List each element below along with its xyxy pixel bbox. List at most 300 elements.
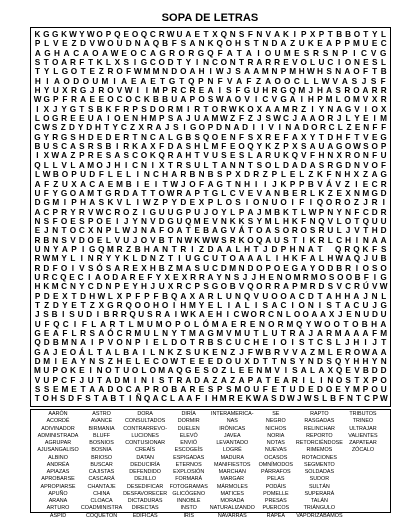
grid-letter[interactable]: T	[34, 394, 40, 404]
grid-letter[interactable]: R	[176, 160, 183, 170]
grid-letter[interactable]: L	[141, 366, 147, 376]
grid-letter[interactable]: I	[71, 263, 75, 273]
grid-letter[interactable]: C	[78, 226, 85, 236]
grid-letter[interactable]: E	[105, 216, 112, 226]
grid-letter[interactable]: Z	[230, 114, 236, 124]
grid-letter[interactable]: D	[68, 123, 75, 133]
grid-letter[interactable]: F	[380, 76, 386, 86]
grid-letter[interactable]: A	[326, 39, 333, 49]
grid-letter[interactable]: L	[71, 329, 77, 338]
grid-letter[interactable]: I	[96, 310, 100, 320]
grid-letter[interactable]: X	[380, 104, 387, 114]
grid-letter[interactable]: T	[265, 375, 271, 385]
grid-letter[interactable]: O	[333, 319, 340, 329]
grid-letter[interactable]: L	[169, 394, 175, 404]
grid-letter[interactable]: T	[104, 123, 110, 133]
grid-letter[interactable]: M	[318, 347, 325, 357]
grid-letter[interactable]: A	[80, 179, 87, 189]
grid-letter[interactable]: F	[44, 319, 50, 329]
grid-letter[interactable]: U	[80, 170, 87, 180]
grid-letter[interactable]: I	[302, 375, 305, 385]
grid-letter[interactable]: W	[273, 114, 281, 124]
grid-letter[interactable]: R	[158, 30, 165, 39]
grid-letter[interactable]: D	[167, 58, 174, 68]
grid-letter[interactable]: K	[105, 104, 112, 114]
grid-letter[interactable]: I	[63, 198, 67, 208]
grid-letter[interactable]: W	[42, 254, 51, 264]
grid-letter[interactable]: S	[96, 142, 103, 152]
grid-letter[interactable]: O	[344, 58, 352, 68]
grid-letter[interactable]: W	[180, 310, 189, 320]
grid-letter[interactable]: U	[34, 244, 41, 254]
grid-letter[interactable]: E	[79, 114, 85, 124]
grid-letter[interactable]: O	[250, 310, 257, 320]
grid-letter[interactable]: V	[226, 329, 232, 338]
grid-letter[interactable]: Z	[346, 123, 352, 133]
grid-letter[interactable]: Q	[362, 216, 369, 226]
grid-letter[interactable]: M	[51, 254, 59, 264]
grid-letter[interactable]: L	[322, 394, 328, 404]
grid-letter[interactable]: U	[380, 310, 387, 320]
grid-letter[interactable]: C	[353, 300, 360, 310]
grid-letter[interactable]: E	[71, 385, 77, 395]
grid-letter[interactable]: S	[233, 272, 240, 282]
grid-letter[interactable]: L	[107, 291, 113, 301]
grid-letter[interactable]: L	[313, 76, 319, 86]
grid-letter[interactable]: U	[77, 310, 84, 320]
grid-letter[interactable]: R	[309, 282, 316, 292]
grid-letter[interactable]: U	[34, 319, 41, 329]
grid-letter[interactable]: X	[244, 357, 250, 367]
grid-letter[interactable]: B	[34, 142, 41, 152]
grid-letter[interactable]: I	[136, 86, 139, 96]
grid-letter[interactable]: V	[370, 48, 377, 58]
grid-letter[interactable]: I	[196, 58, 199, 68]
grid-letter[interactable]: V	[150, 235, 156, 245]
grid-letter[interactable]: E	[123, 114, 129, 124]
grid-letter[interactable]: G	[380, 132, 387, 142]
grid-letter[interactable]: Q	[53, 319, 60, 329]
grid-letter[interactable]: R	[198, 272, 205, 282]
grid-letter[interactable]: S	[158, 375, 165, 385]
grid-letter[interactable]: A	[52, 329, 59, 338]
grid-letter[interactable]: R	[265, 132, 272, 142]
grid-letter[interactable]: O	[161, 300, 169, 310]
grid-letter[interactable]: D	[380, 188, 387, 198]
grid-letter[interactable]: K	[149, 151, 156, 161]
grid-letter[interactable]: N	[335, 67, 342, 77]
grid-letter[interactable]: Y	[80, 357, 86, 367]
grid-letter[interactable]: D	[282, 160, 289, 170]
grid-letter[interactable]: A	[289, 95, 296, 105]
grid-letter[interactable]: Y	[344, 357, 350, 367]
grid-letter[interactable]: U	[318, 58, 325, 68]
grid-letter[interactable]: P	[34, 39, 41, 49]
grid-letter[interactable]: Y	[371, 357, 378, 367]
grid-letter[interactable]: E	[194, 366, 200, 376]
grid-letter[interactable]: L	[301, 207, 307, 217]
grid-letter[interactable]: L	[203, 142, 209, 152]
grid-letter[interactable]: I	[81, 244, 85, 254]
grid-letter[interactable]: W	[42, 170, 51, 180]
grid-letter[interactable]: O	[345, 272, 353, 282]
grid-letter[interactable]: T	[43, 58, 49, 68]
grid-letter[interactable]: C	[61, 375, 68, 385]
grid-letter[interactable]: W	[303, 394, 312, 404]
grid-letter[interactable]: T	[372, 67, 378, 77]
grid-letter[interactable]: N	[52, 235, 59, 245]
grid-letter[interactable]: N	[125, 338, 132, 348]
grid-letter[interactable]: A	[180, 385, 187, 395]
grid-letter[interactable]: I	[302, 235, 305, 245]
grid-letter[interactable]: Z	[308, 170, 314, 180]
grid-letter[interactable]: E	[198, 357, 205, 367]
grid-letter[interactable]: H	[345, 235, 352, 245]
grid-letter[interactable]: B	[162, 95, 169, 105]
grid-letter[interactable]: S	[326, 300, 332, 310]
grid-letter[interactable]: A	[54, 76, 60, 86]
grid-letter[interactable]: F	[262, 385, 268, 395]
grid-letter[interactable]: Y	[132, 282, 138, 292]
grid-letter[interactable]: R	[71, 86, 77, 96]
grid-letter[interactable]: C	[268, 310, 274, 320]
grid-letter[interactable]: Y	[318, 104, 325, 114]
grid-letter[interactable]: A	[238, 375, 245, 385]
grid-letter[interactable]: J	[372, 338, 377, 348]
grid-letter[interactable]: L	[310, 375, 316, 385]
grid-letter[interactable]: M	[211, 142, 219, 152]
grid-letter[interactable]: E	[335, 385, 341, 395]
grid-letter[interactable]: C	[61, 142, 68, 152]
grid-letter[interactable]: D	[345, 160, 352, 170]
grid-letter[interactable]: A	[140, 76, 147, 86]
grid-letter[interactable]: W	[170, 179, 179, 189]
grid-letter[interactable]: A	[362, 86, 369, 96]
grid-letter[interactable]: Y	[43, 132, 50, 142]
grid-letter[interactable]: G	[140, 58, 148, 68]
grid-letter[interactable]: G	[168, 76, 176, 86]
grid-letter[interactable]: E	[89, 67, 95, 77]
grid-letter[interactable]: L	[35, 170, 41, 180]
grid-letter[interactable]: C	[211, 58, 218, 68]
grid-letter[interactable]: N	[307, 357, 314, 367]
grid-letter[interactable]: O	[167, 226, 174, 236]
grid-letter[interactable]: G	[79, 86, 87, 96]
grid-letter[interactable]: L	[221, 188, 227, 198]
grid-letter[interactable]: M	[298, 86, 306, 96]
grid-letter[interactable]: R	[176, 188, 183, 198]
grid-letter[interactable]: N	[298, 244, 305, 254]
grid-letter[interactable]: R	[228, 394, 235, 404]
grid-letter[interactable]: T	[239, 58, 245, 68]
grid-letter[interactable]: N	[96, 226, 103, 236]
grid-letter[interactable]: F	[345, 132, 351, 142]
grid-letter[interactable]: C	[62, 319, 69, 329]
grid-letter[interactable]: Q	[152, 39, 160, 49]
grid-letter[interactable]: F	[239, 132, 245, 142]
grid-letter[interactable]: C	[161, 394, 167, 404]
grid-letter[interactable]: R	[189, 86, 196, 96]
grid-letter[interactable]: L	[230, 366, 236, 376]
grid-letter[interactable]: R	[155, 310, 162, 320]
grid-letter[interactable]: R	[123, 142, 130, 152]
grid-letter[interactable]: H	[262, 86, 269, 96]
grid-letter[interactable]: O	[165, 319, 172, 329]
grid-letter[interactable]: A	[149, 226, 156, 236]
grid-letter[interactable]: N	[52, 226, 59, 236]
grid-letter[interactable]: Z	[132, 207, 138, 217]
grid-letter[interactable]: D	[80, 39, 87, 49]
grid-letter[interactable]: G	[207, 329, 214, 338]
grid-letter[interactable]: E	[107, 179, 114, 189]
grid-letter[interactable]: A	[69, 142, 76, 152]
grid-letter[interactable]: R	[318, 235, 325, 245]
grid-letter[interactable]: F	[70, 375, 76, 385]
grid-letter[interactable]: K	[318, 188, 325, 198]
grid-letter[interactable]: R	[320, 123, 326, 133]
grid-letter[interactable]: Z	[89, 300, 95, 310]
grid-letter[interactable]: L	[132, 254, 138, 264]
grid-letter[interactable]: I	[113, 76, 116, 86]
grid-letter[interactable]: E	[96, 151, 103, 161]
grid-letter[interactable]: P	[280, 244, 287, 254]
grid-letter[interactable]: O	[336, 375, 343, 385]
grid-letter[interactable]: B	[336, 30, 343, 39]
grid-letter[interactable]: R	[71, 95, 77, 105]
grid-letter[interactable]: D	[216, 357, 223, 367]
grid-letter[interactable]: H	[336, 132, 343, 142]
grid-letter[interactable]: L	[150, 347, 156, 357]
grid-letter[interactable]: A	[167, 366, 174, 376]
grid-letter[interactable]: X	[141, 263, 147, 273]
grid-letter[interactable]: X	[71, 179, 77, 189]
grid-letter[interactable]: B	[207, 338, 214, 348]
grid-letter[interactable]: G	[371, 188, 378, 198]
grid-letter[interactable]: A	[289, 291, 296, 301]
grid-letter[interactable]: O	[225, 357, 233, 367]
grid-letter[interactable]: Y	[256, 216, 263, 226]
grid-letter[interactable]: N	[238, 263, 245, 273]
grid-letter[interactable]: M	[152, 86, 160, 96]
grid-letter[interactable]: V	[362, 95, 369, 105]
grid-letter[interactable]: A	[256, 254, 263, 264]
grid-letter[interactable]: Á	[78, 347, 85, 357]
grid-letter[interactable]: A	[233, 123, 240, 133]
grid-letter[interactable]: Y	[155, 272, 162, 282]
grid-letter[interactable]: P	[52, 207, 58, 217]
grid-letter[interactable]: S	[335, 86, 341, 96]
grid-letter[interactable]: E	[207, 310, 214, 320]
grid-letter[interactable]: B	[274, 207, 281, 217]
grid-letter[interactable]: W	[306, 67, 315, 77]
grid-letter[interactable]: O	[325, 385, 333, 395]
grid-letter[interactable]: N	[285, 123, 292, 133]
grid-letter[interactable]: J	[181, 179, 186, 189]
grid-letter[interactable]: H	[335, 291, 342, 301]
grid-letter[interactable]: E	[237, 394, 243, 404]
grid-letter[interactable]: O	[252, 198, 260, 208]
grid-letter[interactable]: D	[78, 235, 85, 245]
grid-letter[interactable]: H	[259, 272, 266, 282]
grid-letter[interactable]: U	[271, 198, 278, 208]
grid-letter[interactable]: A	[207, 86, 214, 96]
grid-letter[interactable]: G	[197, 48, 205, 58]
grid-letter[interactable]: C	[116, 329, 123, 338]
grid-letter[interactable]: Q	[243, 291, 251, 301]
grid-letter[interactable]: S	[52, 142, 58, 152]
grid-letter[interactable]: O	[284, 76, 291, 86]
grid-letter[interactable]: Z	[255, 76, 261, 86]
grid-letter[interactable]: O	[82, 76, 89, 86]
grid-letter[interactable]: F	[221, 142, 227, 152]
grid-letter[interactable]: T	[318, 132, 324, 142]
grid-letter[interactable]: M	[107, 244, 114, 254]
grid-letter[interactable]: F	[153, 291, 159, 301]
grid-letter[interactable]: A	[311, 310, 318, 320]
grid-letter[interactable]: Ó	[202, 319, 210, 329]
grid-letter[interactable]: V	[354, 366, 360, 376]
grid-letter[interactable]: L	[114, 347, 120, 357]
grid-letter[interactable]: V	[116, 86, 123, 96]
grid-letter[interactable]: I	[205, 394, 208, 404]
grid-letter[interactable]: C	[61, 282, 68, 292]
grid-letter[interactable]: R	[289, 329, 296, 338]
grid-letter[interactable]: P	[52, 375, 58, 385]
grid-letter[interactable]: L	[128, 319, 134, 329]
grid-letter[interactable]: C	[185, 282, 192, 292]
grid-letter[interactable]: M	[61, 385, 69, 395]
grid-letter[interactable]: X	[167, 282, 174, 292]
grid-letter[interactable]: Z	[199, 244, 205, 254]
grid-letter[interactable]: O	[353, 347, 361, 357]
grid-letter[interactable]: V	[116, 198, 123, 208]
grid-letter[interactable]: R	[123, 263, 130, 273]
grid-letter[interactable]: F	[381, 160, 387, 170]
grid-letter[interactable]: O	[211, 366, 219, 376]
grid-letter[interactable]: D	[86, 123, 93, 133]
grid-letter[interactable]: O	[60, 263, 68, 273]
grid-letter[interactable]: Z	[70, 151, 76, 161]
grid-letter[interactable]: R	[107, 67, 114, 77]
grid-letter[interactable]: N	[262, 198, 269, 208]
grid-letter[interactable]: Q	[291, 151, 298, 161]
grid-letter[interactable]: G	[107, 300, 114, 310]
grid-letter[interactable]: K	[61, 30, 68, 39]
grid-letter[interactable]: S	[185, 142, 192, 152]
grid-letter[interactable]: P	[132, 104, 138, 114]
grid-letter[interactable]: R	[353, 282, 360, 292]
grid-letter[interactable]: T	[194, 151, 200, 161]
grid-letter[interactable]: P	[194, 188, 200, 198]
grid-letter[interactable]: G	[194, 254, 201, 264]
grid-letter[interactable]: O	[238, 142, 245, 152]
grid-letter[interactable]: Z	[159, 254, 165, 264]
grid-letter[interactable]: J	[257, 114, 262, 124]
grid-letter[interactable]: F	[301, 254, 307, 264]
grid-letter[interactable]: V	[271, 95, 278, 105]
grid-letter[interactable]: J	[308, 329, 314, 338]
grid-letter[interactable]: I	[73, 319, 77, 329]
grid-letter[interactable]: O	[69, 347, 77, 357]
grid-letter[interactable]: K	[167, 347, 174, 357]
grid-letter[interactable]: T	[168, 254, 174, 264]
grid-letter[interactable]: K	[238, 216, 245, 226]
grid-letter[interactable]: E	[89, 95, 95, 105]
grid-letter[interactable]: X	[164, 272, 170, 282]
grid-letter[interactable]: E	[198, 385, 205, 395]
grid-letter[interactable]: C	[371, 179, 378, 189]
grid-letter[interactable]: I	[142, 347, 146, 357]
grid-letter[interactable]: T	[80, 300, 86, 310]
grid-letter[interactable]: O	[211, 132, 219, 142]
grid-letter[interactable]: A	[143, 39, 150, 49]
grid-letter[interactable]: C	[225, 338, 232, 348]
grid-letter[interactable]: X	[235, 170, 241, 180]
grid-letter[interactable]: I	[151, 375, 154, 385]
grid-letter[interactable]: P	[135, 338, 141, 348]
grid-letter[interactable]: K	[291, 254, 298, 264]
grid-letter[interactable]: N	[140, 226, 147, 236]
grid-letter[interactable]: X	[114, 58, 121, 68]
grid-letter[interactable]: P	[189, 95, 196, 105]
grid-letter[interactable]: D	[34, 198, 41, 208]
grid-letter[interactable]: B	[229, 282, 236, 292]
grid-letter[interactable]: T	[363, 226, 369, 236]
grid-letter[interactable]: Y	[114, 254, 121, 264]
grid-letter[interactable]: T	[292, 207, 298, 217]
grid-letter[interactable]: A	[34, 48, 41, 58]
grid-letter[interactable]: E	[153, 338, 159, 348]
grid-letter[interactable]: Q	[60, 272, 67, 282]
grid-letter[interactable]: Z	[290, 39, 296, 49]
grid-letter[interactable]: R	[326, 329, 333, 338]
grid-letter[interactable]: A	[34, 179, 41, 189]
grid-letter[interactable]: A	[100, 319, 107, 329]
grid-letter[interactable]: A	[43, 347, 50, 357]
grid-letter[interactable]: I	[136, 170, 139, 180]
grid-letter[interactable]: F	[326, 170, 332, 180]
grid-letter[interactable]: V	[283, 347, 289, 357]
grid-letter[interactable]: N	[362, 151, 369, 161]
grid-letter[interactable]: Y	[256, 142, 263, 152]
grid-letter[interactable]: E	[125, 357, 132, 367]
grid-letter[interactable]: N	[162, 244, 169, 254]
grid-letter[interactable]: M	[116, 179, 123, 189]
grid-letter[interactable]: L	[53, 67, 59, 77]
grid-letter[interactable]: Y	[62, 300, 68, 310]
grid-letter[interactable]: V	[317, 179, 323, 189]
grid-letter[interactable]: J	[226, 67, 232, 77]
grid-letter[interactable]: V	[363, 160, 369, 170]
grid-letter[interactable]: S	[292, 366, 298, 376]
grid-letter[interactable]: C	[293, 76, 300, 86]
grid-letter[interactable]: R	[125, 329, 132, 338]
grid-letter[interactable]: E	[61, 347, 67, 357]
grid-letter[interactable]: T	[119, 319, 125, 329]
grid-letter[interactable]: L	[235, 244, 241, 254]
grid-letter[interactable]: I	[355, 235, 359, 245]
grid-letter[interactable]: O	[140, 235, 148, 245]
grid-letter[interactable]: G	[61, 67, 69, 77]
grid-letter[interactable]: T	[79, 104, 85, 114]
grid-letter[interactable]: M	[152, 67, 160, 77]
grid-letter[interactable]: O	[337, 272, 344, 282]
grid-letter[interactable]: L	[107, 170, 113, 180]
grid-letter[interactable]: X	[43, 104, 50, 114]
grid-letter[interactable]: V	[61, 160, 67, 170]
grid-letter[interactable]: H	[244, 179, 251, 189]
grid-letter[interactable]: S	[247, 132, 254, 142]
